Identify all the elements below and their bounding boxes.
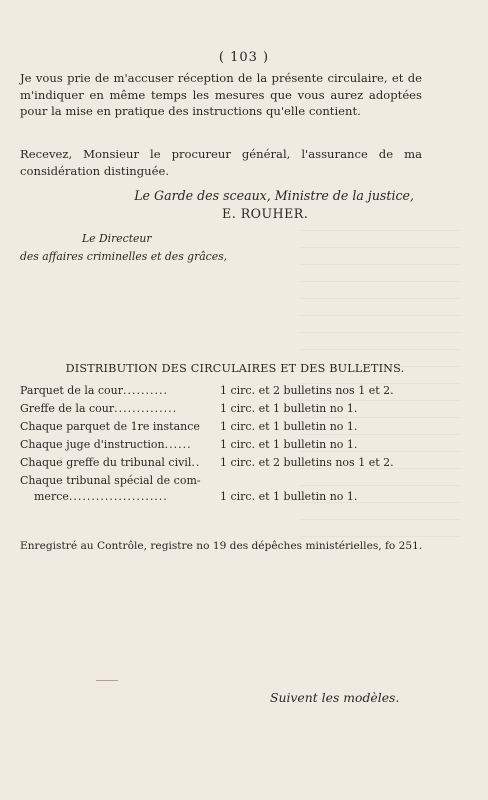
row-value: 1 circ. et 2 bulletins nos 1 et 2. — [220, 456, 394, 469]
row-value: 1 circ. et 2 bulletins nos 1 et 2. — [220, 384, 394, 397]
row-leader-dots: ...................... — [68, 490, 168, 503]
row-leader-dots: .. — [191, 456, 201, 469]
director-title: Le Directeur — [82, 232, 152, 245]
row-leader-dots: .......... — [123, 384, 168, 397]
distribution-row — [20, 384, 450, 402]
paragraph-request: Je vous prie de m'accuser réception de la présente circulaire, et de m'indiquer en même temps les mesures que vous aurez adoptées pour la mise en pratique des instructions qu'elle contient. — [20, 71, 422, 119]
row-label: Chaque greffe du tribunal civil — [20, 456, 192, 469]
footer-note: Suivent les modèles. — [270, 690, 400, 705]
row-value: 1 circ. et 1 bulletin no 1. — [220, 490, 358, 503]
distribution-row — [20, 474, 450, 508]
row-leader-dots: ...... — [164, 438, 192, 451]
row-label-line1: Chaque tribunal spécial de com- — [20, 474, 201, 487]
divider-mark — [96, 680, 118, 681]
signature-name: E. ROUHER. — [222, 206, 309, 221]
row-value: 1 circ. et 1 bulletin no 1. — [220, 420, 358, 433]
row-label: Greffe de la cour — [20, 402, 115, 415]
row-label: Chaque juge d'instruction — [20, 438, 165, 451]
distribution-row — [20, 420, 450, 438]
distribution-row — [20, 456, 450, 474]
row-label: Chaque parquet de 1re instance — [20, 420, 200, 433]
row-label-line2: merce — [34, 490, 69, 503]
row-leader-dots: .............. — [114, 402, 178, 415]
row-label: Parquet de la cour — [20, 384, 124, 397]
distribution-row — [20, 438, 450, 456]
signature-title: Le Garde des sceaux, Ministre de la justice, — [134, 188, 414, 203]
distribution-title: DISTRIBUTION DES CIRCULAIRES ET DES BULLETINS. — [65, 362, 405, 375]
distribution-row — [20, 402, 450, 420]
row-value: 1 circ. et 1 bulletin no 1. — [220, 402, 358, 415]
page-number: ( 103 ) — [218, 50, 270, 65]
row-value: 1 circ. et 1 bulletin no 1. — [220, 438, 358, 451]
distribution-list — [20, 384, 450, 508]
paragraph-salutation: Recevez, Monsieur le procureur général, l'assurance de ma considération distinguée. — [20, 147, 422, 178]
director-department: des affaires criminelles et des grâces, — [20, 250, 228, 263]
registration-note: Enregistré au Contrôle, registre no 19 des dépêches ministérielles, fo 251. — [20, 540, 423, 552]
